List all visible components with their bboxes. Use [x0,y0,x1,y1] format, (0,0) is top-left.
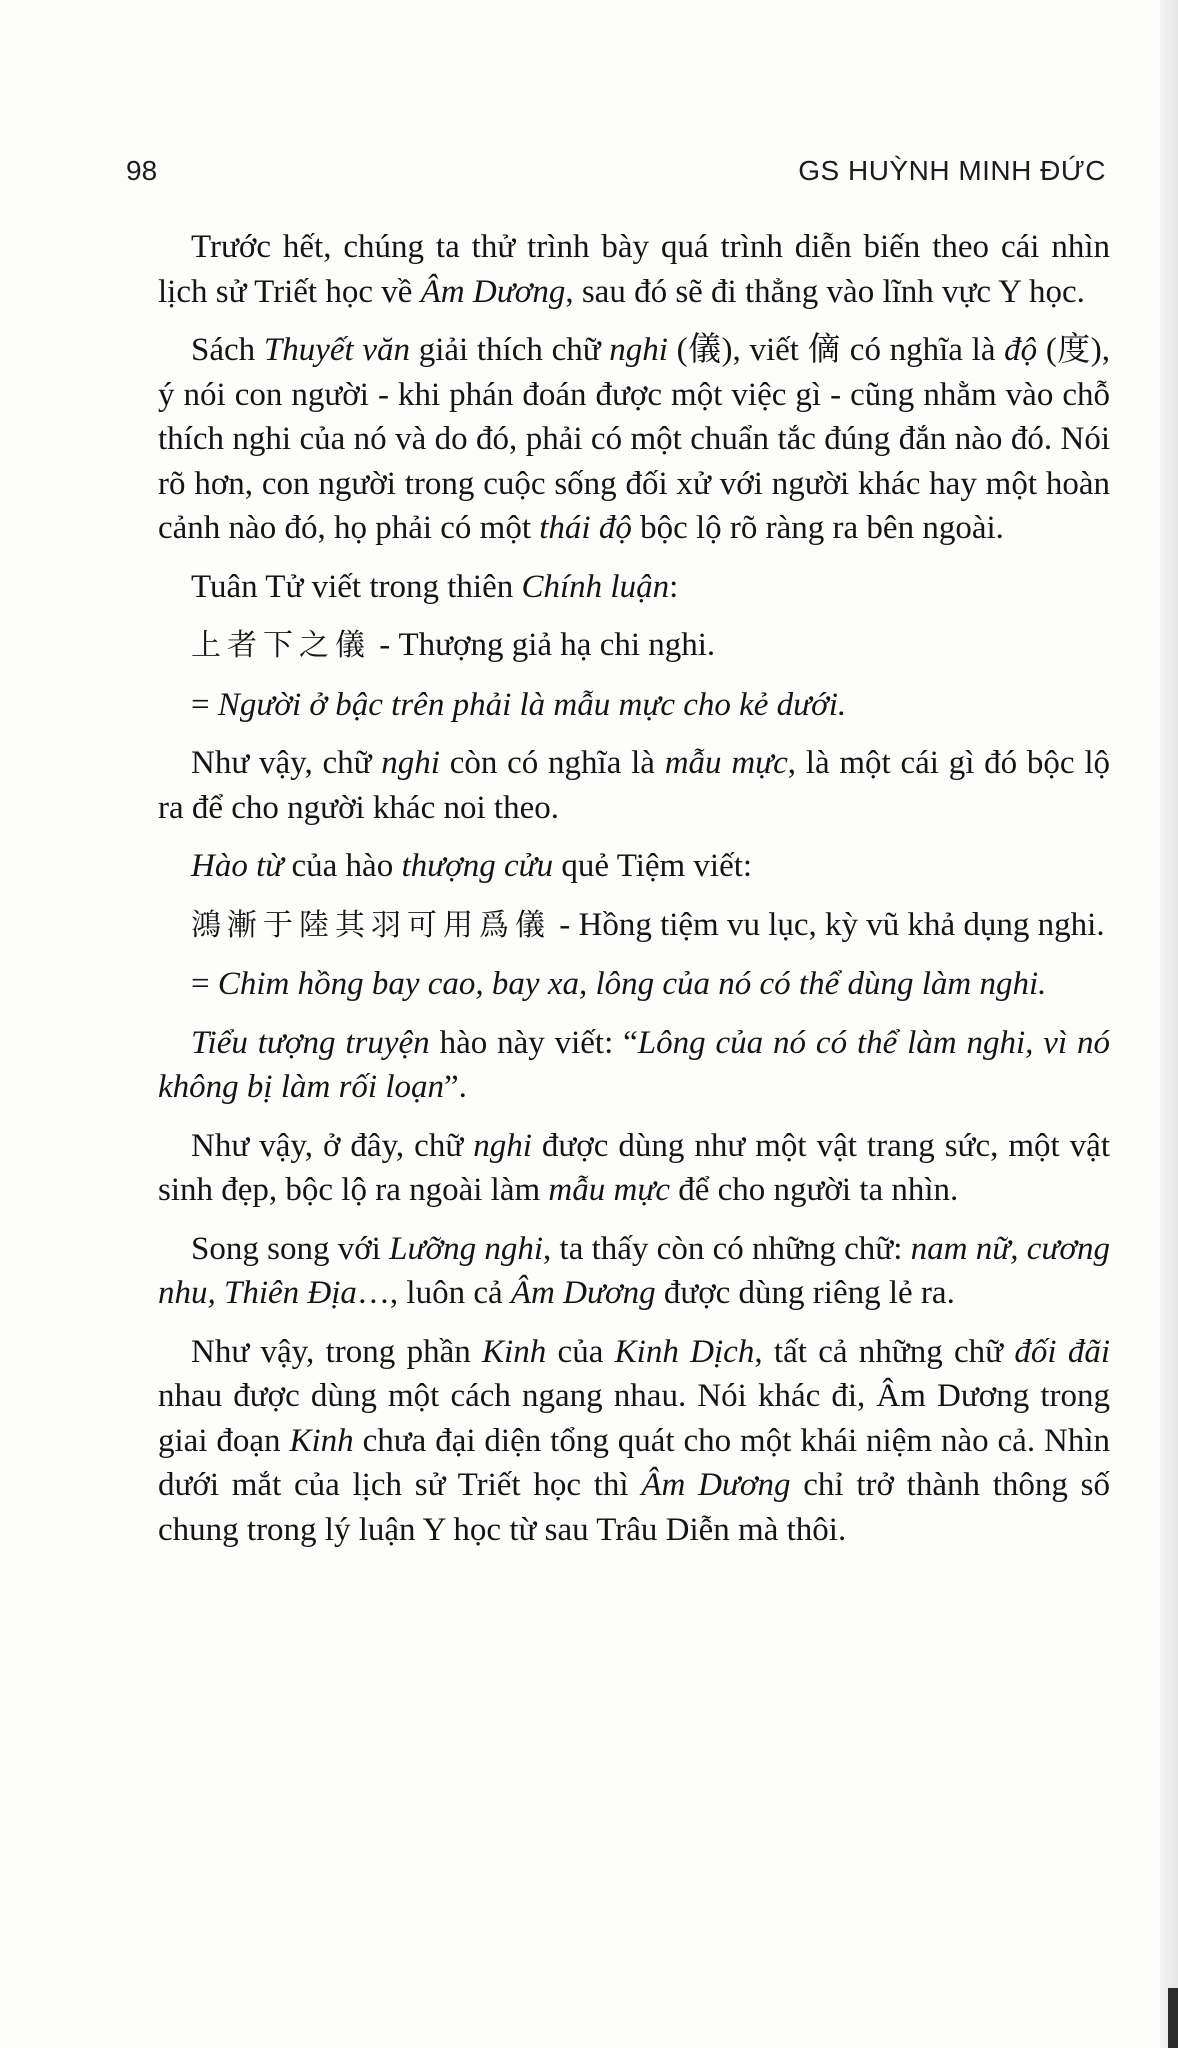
text-run: , ta thấy còn có những chữ: [543,1230,911,1267]
paragraph [158,565,1110,610]
chinese-text: 鴻漸于陸其羽可用爲儀 [191,907,551,943]
text-run: , là một cái gì đó bộc lộ ra để cho người khác noi theo. [158,745,1110,826]
italic-text: Kinh [289,1422,354,1459]
text-run: = [191,966,218,1002]
page-body [158,225,1110,1566]
text-run: ”. [444,1069,467,1105]
paragraph [158,328,1110,551]
text-run: Sách [191,332,264,368]
text-run: bộc lộ rõ ràng ra bên ngoài. [631,510,1004,546]
italic-text: Hào từ [191,848,284,884]
text-run: Tuân Tử viết trong thiên [191,568,522,605]
text-run: , sau đó sẽ đi thẳng vào lĩnh vực Y học. [565,273,1085,310]
text-run: - Thượng giả hạ chi nghi. [371,627,716,663]
text-run: chỉ trở thành thông số chung trong lý luận Y học từ sau Trâu Diễn mà thôi. [158,1467,1110,1548]
italic-text: Kinh Dịch [614,1333,755,1370]
text-run: chưa đại diện tổng quát cho một khái niệm nào cả. Nhìn dưới mắt của lịch sử Triết học thì [158,1422,1110,1503]
text-run: được dùng riêng lẻ ra. [655,1275,955,1311]
italic-text: Lông của nó có thể làm nghi, vì nó không bị làm rối loạn [158,1024,1111,1105]
italic-text: Người ở bậc trên phải là mẫu mực cho kẻ dưới. [217,686,847,723]
text-run: Như vậy, trong phần [191,1333,483,1370]
page-number: 98 [126,155,158,186]
paragraph [158,903,1110,949]
italic-text: thượng cửu [401,848,554,884]
paragraph [158,1330,1110,1553]
text-run: Như vậy, ở đây, chữ [191,1127,474,1164]
text-run: còn có nghĩa là [439,745,665,781]
paragraph [158,1021,1110,1110]
italic-text: Tiểu tượng truyện [191,1024,430,1061]
text-run: - Hồng tiệm vu lục, kỳ vũ khả dụng nghi. [551,906,1105,943]
paragraph [158,1227,1110,1316]
italic-text: nghi [473,1127,532,1164]
text-run: để cho người ta nhìn. [669,1172,959,1208]
paragraph [158,962,1110,1007]
italic-text: Âm Dương [510,1275,656,1311]
page-edge [1160,0,1178,2048]
running-title: GS HUỲNH MINH ĐỨC [798,155,1106,186]
paragraph [158,225,1110,314]
text-run: Trước hết, chúng ta thử trình bày quá trình diễn biến theo cái nhìn lịch sử Triết học về [158,229,1110,310]
italic-text: mẫu mực [664,745,788,781]
text-run: của [546,1333,615,1370]
text-run: (儀), viết 㒀 có nghĩa là [667,332,1005,368]
italic-text: nghi [609,332,668,368]
italic-text: Thuyết văn [263,332,411,368]
italic-text: độ [1004,332,1038,368]
text-run: Như vậy, chữ [191,745,382,781]
chinese-text: 上者下之儀 [191,628,371,663]
italic-text: Âm Dương [420,273,566,310]
paragraph [158,741,1110,830]
paragraph [158,844,1110,889]
italic-text: Kinh [482,1333,547,1370]
italic-text: đối đãi [1014,1333,1111,1370]
text-run: : [669,568,679,605]
text-run: …, luôn cả [356,1275,511,1311]
italic-text: Chính luận [521,568,670,605]
text-run: của hào [283,848,402,884]
text-run: hào này viết: “ [429,1024,638,1061]
text-run: được dùng như một vật trang sức, một vật sinh đẹp, bộc lộ ra ngoài làm [158,1127,1110,1208]
text-run: quẻ Tiệm viết: [553,848,753,884]
italic-text: nam nữ, cương nhu, Thiên Địa [158,1230,1110,1311]
italic-text: Lưỡng nghi [389,1230,544,1267]
paragraph [158,1124,1110,1213]
text-run: = [191,686,218,723]
paragraph [158,683,1110,728]
text-run: giải thích chữ [410,332,610,368]
italic-text: Chim hồng bay cao, bay xa, lông của nó có thể dùng làm nghi. [217,966,1047,1002]
text-run: (度), ý nói con người - khi phán đoán được một việc gì - cũng nhằm vào chỗ thích nghi của nó và do đó, phải có một chuẩn tắc đúng đắn nào đó. Nói rõ hơn, con người trong cuộc sống đối xử với người khác hay một hoàn cảnh nào đó, họ phải có một [158,332,1110,546]
page-header [126,155,1106,195]
text-run: Song song với [191,1230,390,1267]
italic-text: thái độ [539,510,632,546]
page-edge-shadow [1168,1988,1178,2048]
italic-text: Âm Dương [641,1467,791,1503]
text-run: nhau được dùng một cách ngang nhau. Nói khác đi, Âm Dương trong giai đoạn [158,1378,1110,1459]
paragraph [158,623,1110,669]
text-run: , tất cả những chữ [754,1333,1015,1370]
italic-text: nghi [381,745,440,781]
italic-text: mẫu mực [548,1172,670,1208]
